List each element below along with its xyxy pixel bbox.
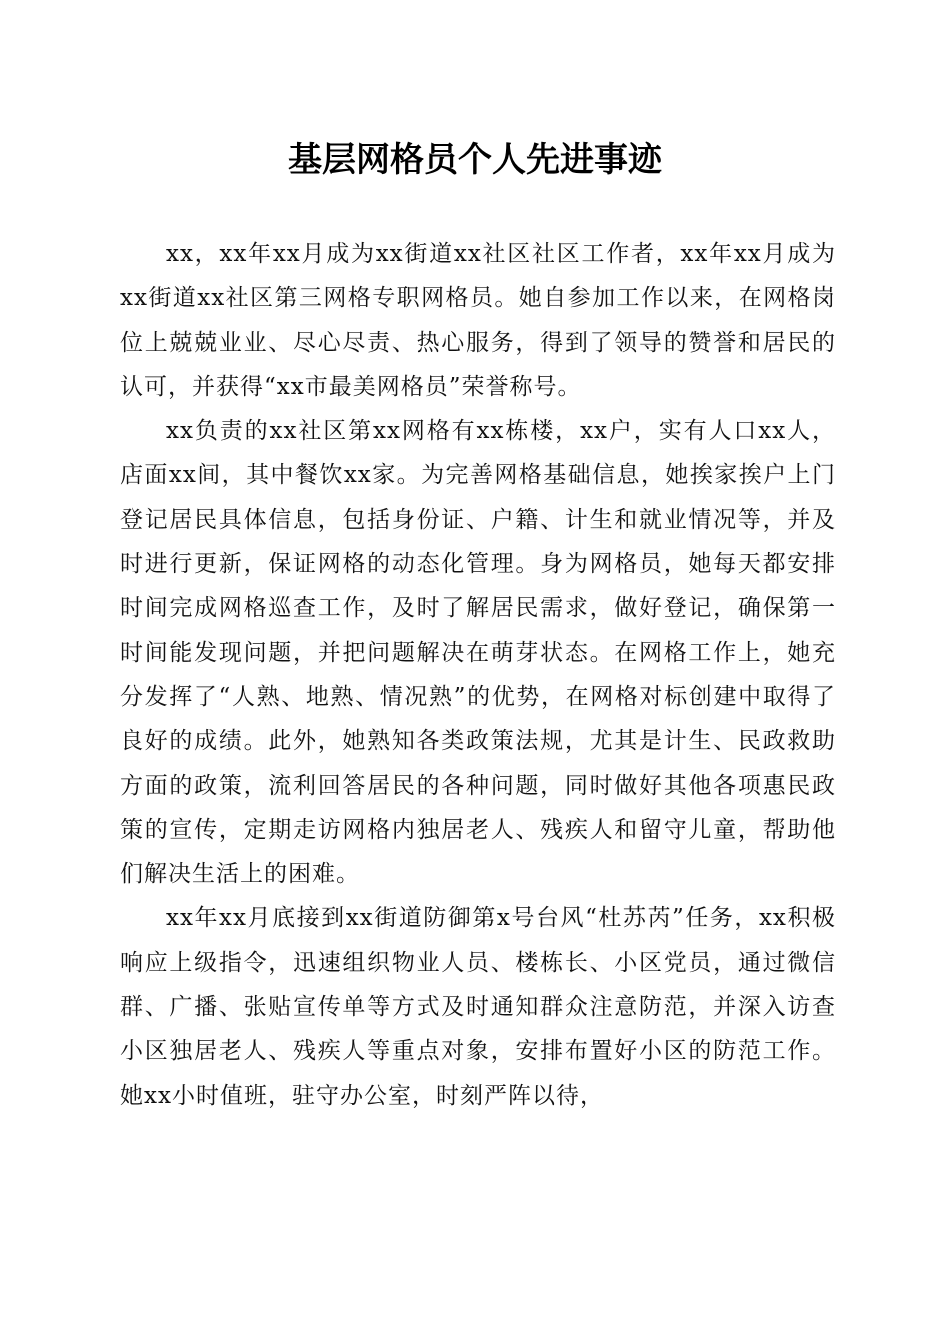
paragraph-3: xx年xx月底接到xx街道防御第x号台风“杜苏芮”任务，xx积极响应上级指令，迅速组织物业人员、楼栋长、小区党员，通过微信群、广播、张贴宣传单等方式及时通知群众注意防范，并深入访查小区独居老人、残疾人等重点对象，安排布置好小区的防范工作。她xx小时值班，驻守办公室，时刻严阵以待， (120, 905, 836, 1109)
document-body (120, 232, 836, 1118)
paragraph-1: xx，xx年xx月成为xx街道xx社区社区工作者，xx年xx月成为xx街道xx社区第三网格专职网格员。她自参加工作以来，在网格岗位上兢兢业业、尽心尽责、热心服务，得到了领导的赞誉和居民的认可，并获得“xx市最美网格员”荣誉称号。 (120, 241, 836, 400)
document-title: 基层网格员个人先进事迹 (288, 140, 662, 180)
paragraph-2: xx负责的xx社区第xx网格有xx栋楼，xx户，实有人口xx人，店面xx间，其中餐饮xx家。为完善网格基础信息，她挨家挨户上门登记居民具体信息，包括身份证、户籍、计生和就业情况等，并及时进行更新，保证网格的动态化管理。身为网格员，她每天都安排时间完成网格巡查工作，及时了解居民需求，做好登记，确保第一时间能发现问题，并把问题解决在萌芽状态。在网格工作上，她充分发挥了“人熟、地熟、情况熟”的优势，在网格对标创建中取得了良好的成绩。此外，她熟知各类政策法规，尤其是计生、民政救助方面的政策，流利回答居民的各种问题，同时做好其他各项惠民政策的宣传，定期走访网格内独居老人、残疾人和留守儿童，帮助他们解决生活上的困难。 (120, 418, 836, 888)
